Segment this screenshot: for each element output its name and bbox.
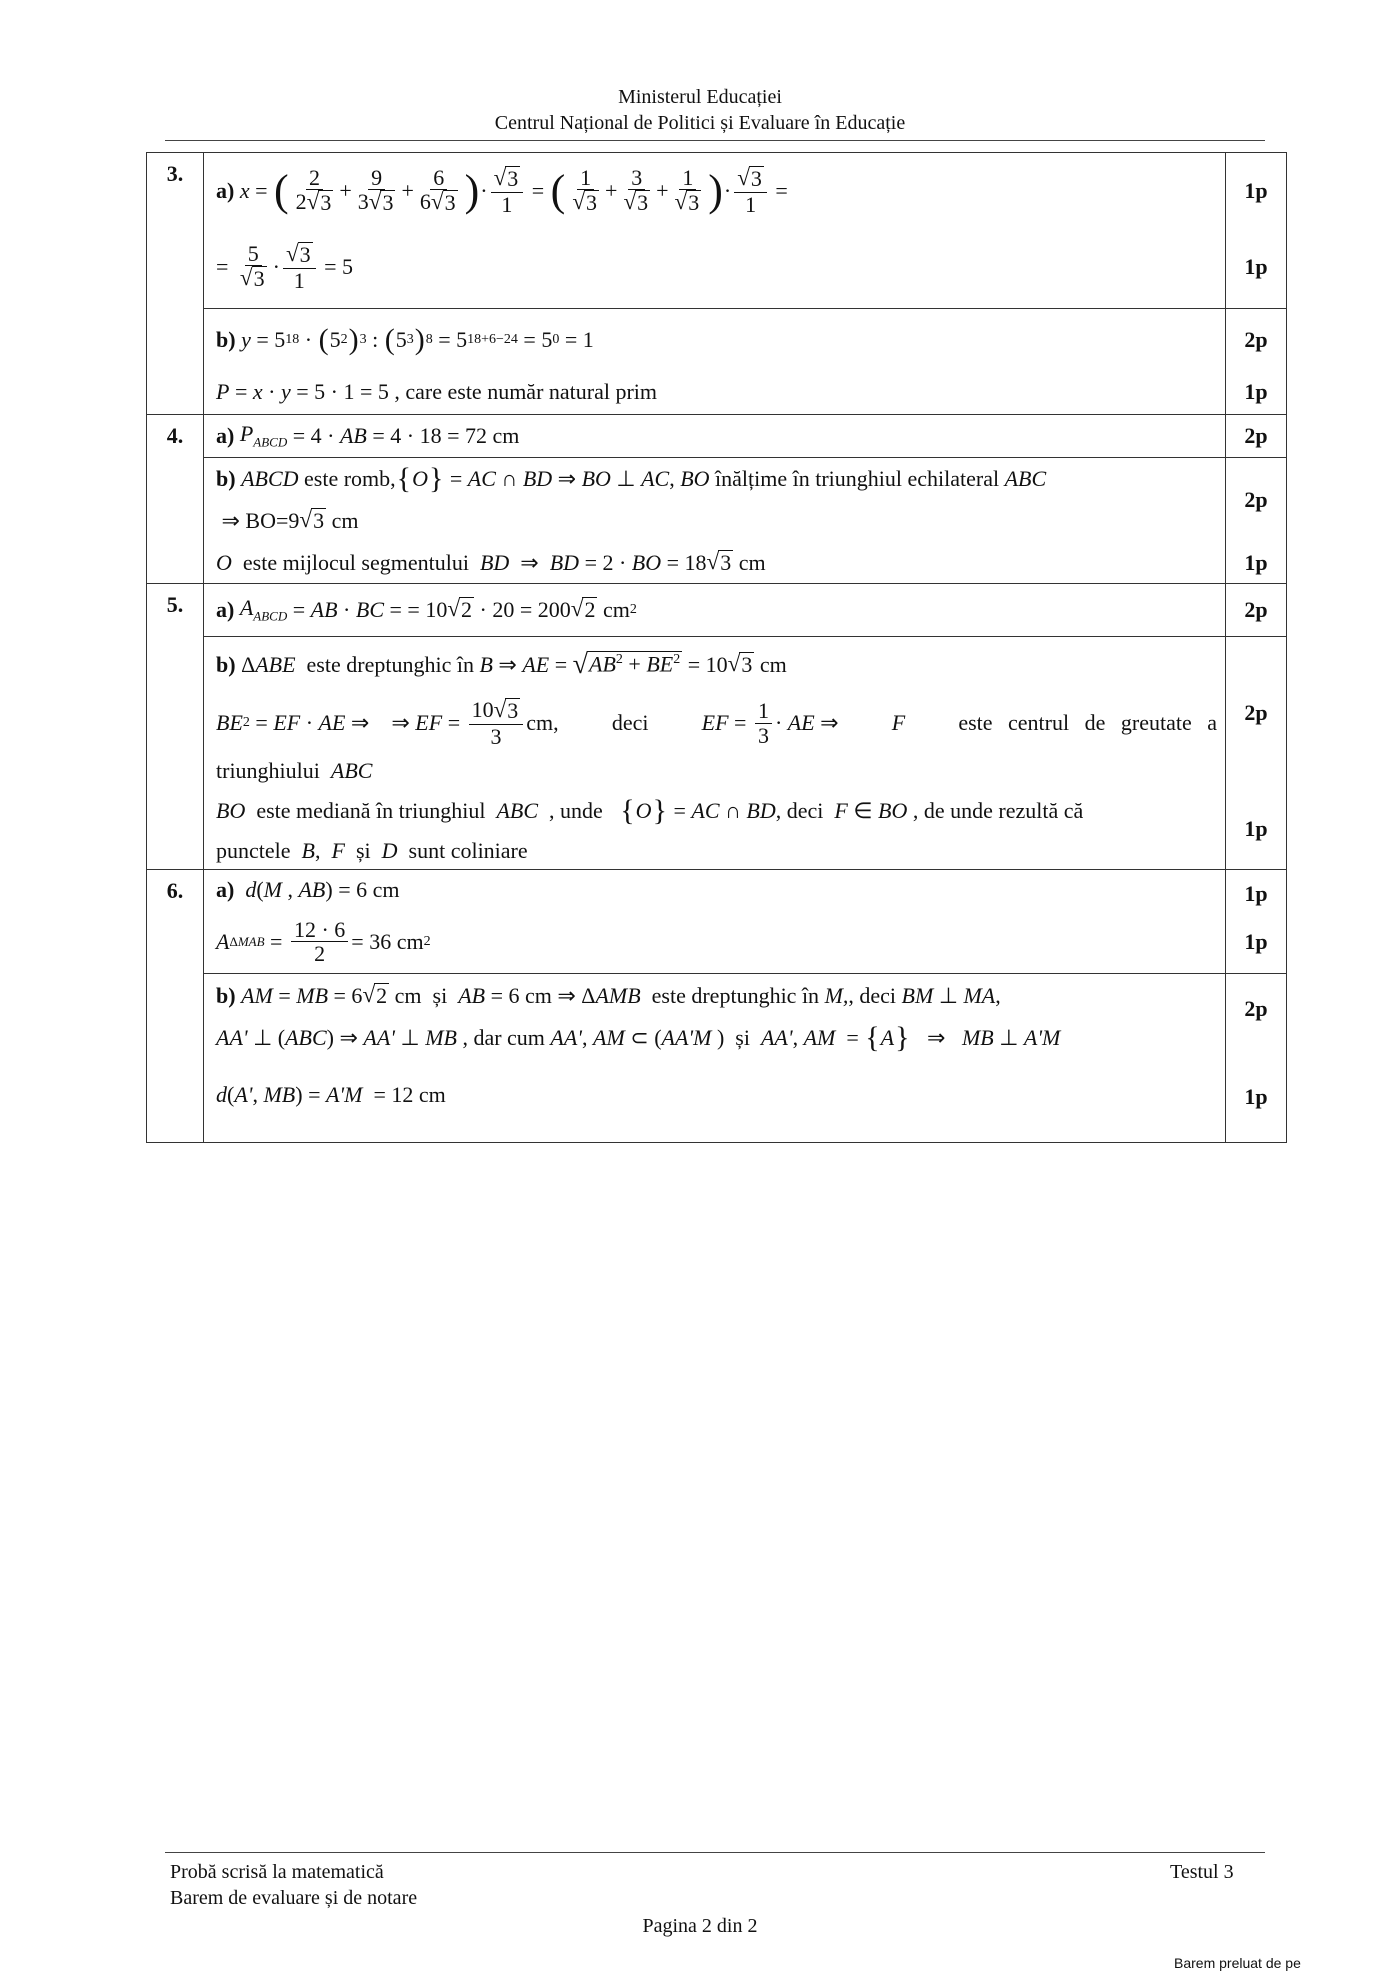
text-dreptunghic-6: este dreptunghic în bbox=[651, 983, 820, 1008]
text-triunghiului: triunghiului bbox=[216, 758, 320, 783]
document-header bbox=[0, 84, 1400, 136]
points-value: 1p bbox=[1244, 549, 1268, 575]
points-6b bbox=[1226, 974, 1287, 1143]
points-3a bbox=[1226, 153, 1287, 309]
text-unde: , unde bbox=[549, 798, 603, 823]
points-5a bbox=[1226, 584, 1287, 637]
footer-divider bbox=[165, 1852, 1265, 1853]
points-value: 1p bbox=[1244, 254, 1268, 279]
table-row bbox=[147, 974, 1287, 1143]
solution-4a: a) $P_{ABCD}$ = 4 · AB = 4 · 18 = 72 cm bbox=[204, 415, 1226, 458]
table-row bbox=[147, 458, 1287, 584]
text-romb: este romb, bbox=[304, 466, 396, 491]
item-number-6: 6. bbox=[147, 870, 204, 1143]
header-center: Centrul Național de Politici și Evaluare în Educație bbox=[494, 112, 906, 134]
text-mijloc: este mijlocul segmentului bbox=[242, 549, 469, 575]
points-value: 1p bbox=[1244, 881, 1268, 906]
text-deci-6: , deci bbox=[848, 983, 897, 1008]
item-number-4: 4. bbox=[147, 415, 204, 584]
points-value: 1p bbox=[1244, 379, 1268, 404]
points-value: 2p bbox=[1244, 423, 1268, 448]
table-row bbox=[147, 870, 1287, 974]
points-4b bbox=[1226, 458, 1287, 584]
text-rezulta: , de unde rezultă că bbox=[912, 798, 1084, 823]
points-5b bbox=[1226, 637, 1287, 870]
table-row bbox=[147, 584, 1287, 637]
footer-doc-type: Barem de evaluare și de notare bbox=[170, 1887, 418, 1909]
table-row bbox=[147, 309, 1287, 415]
text-mediana: este mediană în triunghiul bbox=[256, 798, 486, 823]
points-6a bbox=[1226, 870, 1287, 974]
points-3b bbox=[1226, 309, 1287, 415]
text-deci: , deci bbox=[775, 798, 824, 823]
footer-left bbox=[170, 1859, 417, 1911]
grading-table bbox=[146, 152, 1287, 1143]
points-value: 1p bbox=[1244, 178, 1268, 203]
solution-3a: a) x = ( 2 2 √ 3 + 9 3 √ 3 + 6 6 √ 3 ) · √ 3 1 = ( 1 √ 3 + 3 √ 3 + 1 √ 3 ) · √ 3 1 = = 5 √ 3 · √ 3 1 = 5 bbox=[204, 153, 1226, 309]
table-row bbox=[147, 415, 1287, 458]
source-note: Barem preluat de pe bbox=[1174, 1955, 1301, 1971]
footer-exam-name: Probă scrisă la matematică bbox=[170, 1861, 384, 1883]
solution-6b: b) AM = MB = 6 √ 2 cm și AB = 6 cm ⇒ Δ AMB este dreptunghic în M, , deci BM ⊥ MA , AA' ⊥ ( ABC ) ⇒ AA' ⊥ MB , dar cum AA' , AM ⊂ ( AA'M ) și AA' , AM = { A } ⇒ MB ⊥ A'M d ( A' , MB ) = A'M = 12 cm bbox=[204, 974, 1226, 1143]
points-value: 2p bbox=[1244, 700, 1268, 725]
points-value: 2p bbox=[1244, 327, 1268, 352]
points-value: 2p bbox=[1244, 996, 1268, 1021]
solution-4b: b) ABCD este romb, { O } = AC ∩ BD ⇒ BO ⊥ AC , BO înălțime în triunghiul echilateral ABC ⇒ BO=9 √ 3 cm O este mijlocul segmentului BD ⇒ BD = 2 · BO = 18 √ 3 cm bbox=[204, 458, 1226, 584]
points-4a bbox=[1226, 415, 1287, 458]
points-value: 1p bbox=[1244, 928, 1268, 954]
text-centru: este centrul de greutate a bbox=[958, 710, 1217, 735]
text-coliniare: sunt coliniare bbox=[408, 838, 528, 863]
table-row bbox=[147, 153, 1287, 309]
text-inaltime: înălțime în triunghiul echilateral bbox=[715, 466, 1000, 491]
points-value: 1p bbox=[1244, 816, 1268, 841]
item-number-5: 5. bbox=[147, 584, 204, 870]
solution-6a: a) d ( M , AB ) = 6 cm A ΔMAB = $\frac{12 \cdot 6}{2}$ = 36 cm 2 bbox=[204, 870, 1226, 974]
header-divider bbox=[165, 140, 1265, 141]
footer-test-number: Testul 3 bbox=[1170, 1861, 1234, 1883]
header-ministry: Ministerul Educației bbox=[618, 86, 782, 108]
table-row bbox=[147, 637, 1287, 870]
item-number-3: 3. bbox=[147, 153, 204, 415]
text-darcum: , dar cum bbox=[462, 1025, 545, 1050]
solution-3b: b) y = 5 18 · ( 5 2 ) 3 : ( 5 3 ) 8 = 5 18+6−24 = 5 0 = 1 P = x · y = 5 · 1 = 5 , care este număr natural prim bbox=[204, 309, 1226, 415]
points-value: 2p bbox=[1244, 487, 1268, 512]
text-conclusion: , care este număr natural prim bbox=[394, 379, 658, 404]
solution-5a: a) $A_{ABCD}$ = AB · BC = = 10 √ 2 · 20 = 200 √ 2 cm 2 bbox=[204, 584, 1226, 637]
text-dreptunghic: este dreptunghic în bbox=[306, 652, 474, 677]
points-value: 1p bbox=[1244, 1084, 1268, 1109]
page-number: Pagina 2 din 2 bbox=[642, 1915, 758, 1937]
solution-5b: b) Δ ABE este dreptunghic în B ⇒ AE = √ $AB^2 + BE^2$ = 10 √ 3 cm BE 2 = EF · AE ⇒ ⇒ EF = 10 √ 3 3 cm, deci EF = $\frac{1}{3}$ · AE ⇒ F este centrul de greutate a triunghiului ABC BO este mediană în triunghiul ABC , unde { O } = AC ∩ BD , deci F ∈ BO , de unde rezultă că punctele B , F și D sunt coliniare bbox=[204, 637, 1226, 870]
points-value: 2p bbox=[1244, 597, 1268, 622]
text-punctele: punctele bbox=[216, 838, 291, 863]
